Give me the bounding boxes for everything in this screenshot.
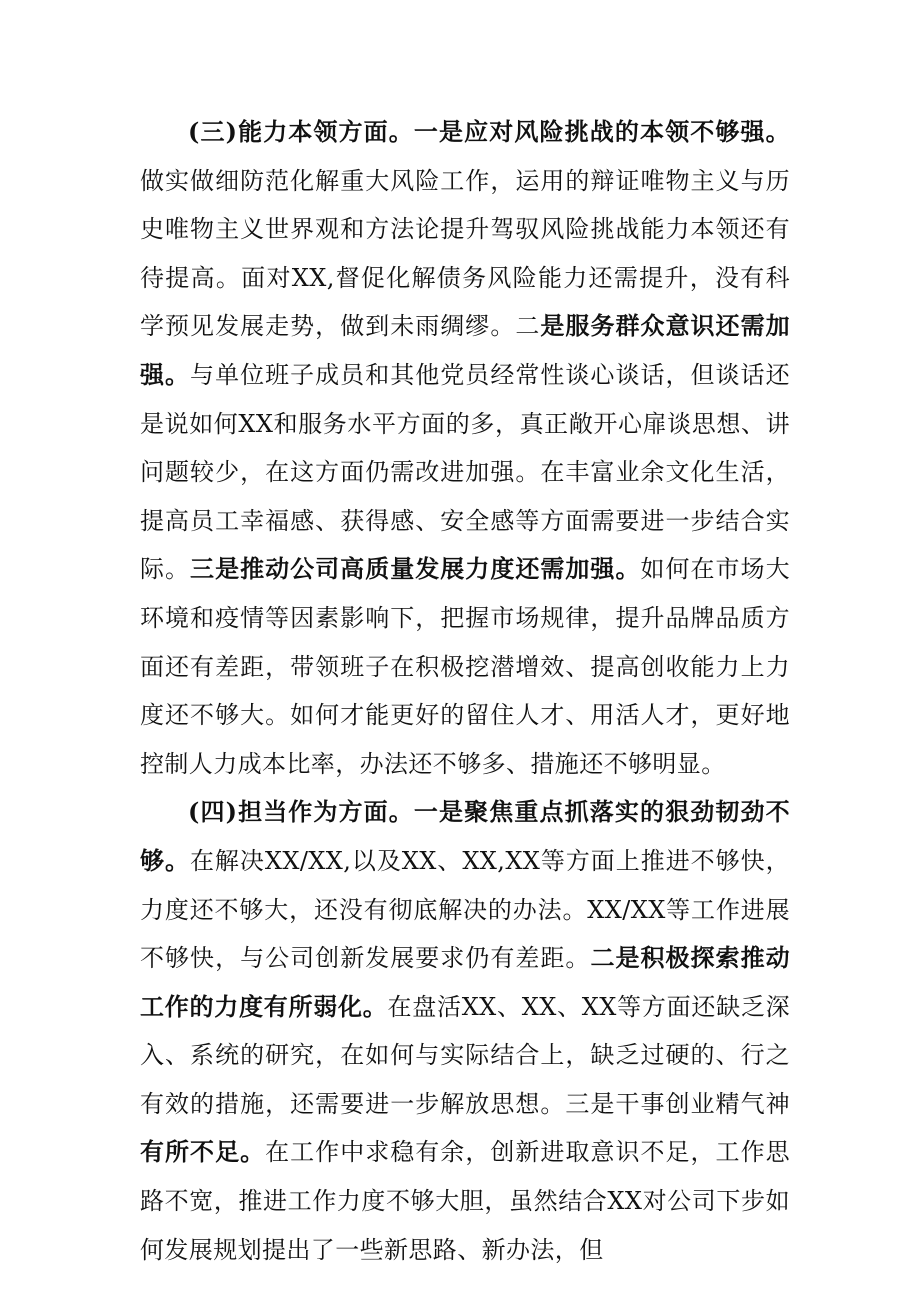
subheading-service-awareness: 是服务群众意识还需加强。 bbox=[140, 311, 791, 389]
body-text: 做实做细防范化解重大风险工作，运用的辩证唯物主义与历史唯物主义世界观和方法论提升驾驭风险挑战能力本领还有待提高。面对XX,督促化解债务风险能力还需提升，没有科学预见发展走势，做到未雨绸缪。二 bbox=[140, 166, 790, 341]
body-text: 与单位班子成员和其他党员经常性谈心谈话，但谈话还是说如何XX和服务水平方面的多，真正敞开心扉谈思想、讲问题较少，在这方面仍需改进加强。在丰富业余文化生活，提高员工幸福感、获得感、安全感等方面需要进一步结合实际。 bbox=[140, 360, 790, 584]
document-body bbox=[140, 108, 790, 1274]
body-text: 如何在市场大环境和疫情等因素影响下，把握市场规律，提升品牌品质方面还有差距，带领班子在积极挖潜增效、提高创收能力上力度还不够大。如何才能更好的留住人才、用活人才，更好地控制人力成本比率，办法还不够多、措施还不够明显。 bbox=[140, 555, 790, 778]
body-text: 在盘活XX、XX、XX等方面还缺乏深入、系统的研究，在如何与实际结合上，缺乏过硬的、行之有效的措施，还需要进一步解放思想。三是干事创业精气神 bbox=[140, 992, 790, 1118]
heading-ability-risk: (三)能力本领方面。一是应对风险挑战的本领不够强。 bbox=[188, 117, 790, 146]
subheading-exploration: 二是积极探索推动工作的力度有所弱化。 bbox=[140, 943, 791, 1021]
subheading-quality-development: 三是推动公司高质量发展力度还需加强。 bbox=[190, 554, 641, 584]
body-text: 在工作中求稳有余，创新进取意识不足，工作思路不宽，推进工作力度不够大胆，虽然结合XX对公司下步如何发展规划提出了一些新思路、新办法，但 bbox=[140, 1138, 790, 1264]
paragraph-ability bbox=[140, 108, 790, 788]
heading-responsibility-focus: (四)担当作为方面。一是聚焦重点抓落实的狠劲韧劲不够。 bbox=[140, 797, 790, 875]
body-text: 在解决XX/XX,以及XX、XX,XX等方面上推进不够快，力度还不够大，还没有彻底解决的办法。XX/XX等工作进展不够快，与公司创新发展要求仍有差距。 bbox=[140, 846, 790, 973]
subheading-spirit: 有所不足。 bbox=[140, 1137, 266, 1167]
paragraph-responsibility bbox=[140, 788, 790, 1274]
